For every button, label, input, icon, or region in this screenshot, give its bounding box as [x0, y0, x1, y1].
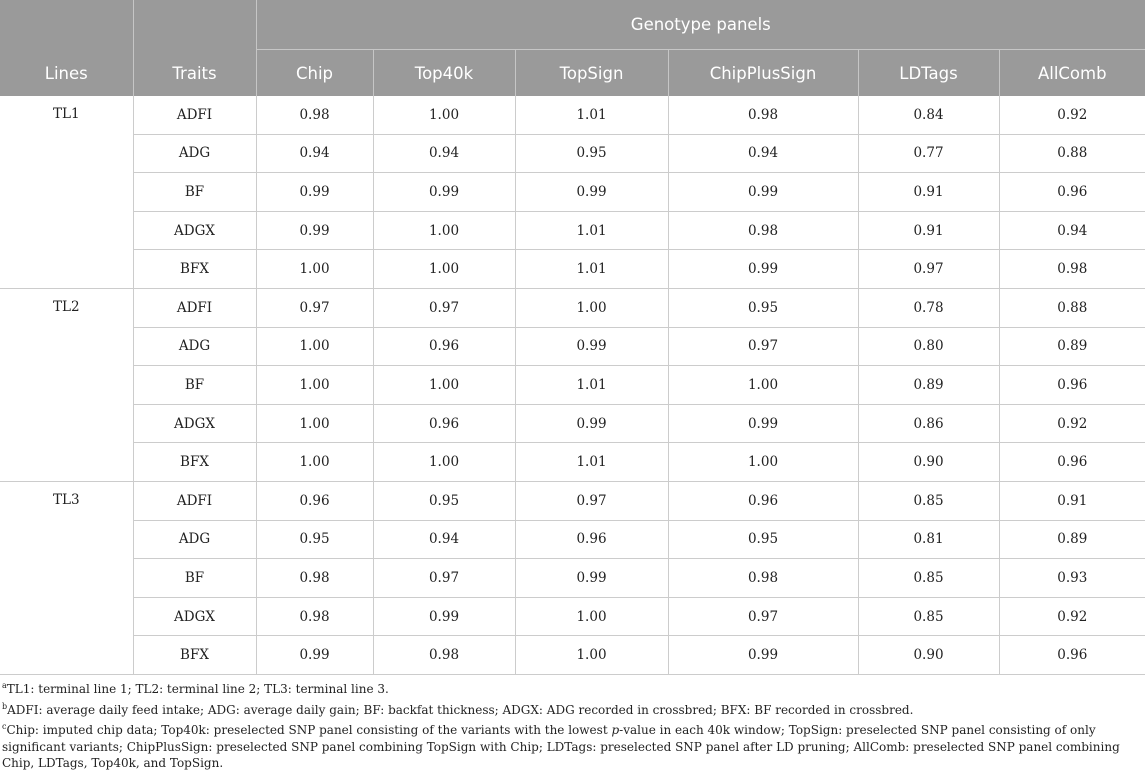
table-row [0, 404, 1145, 443]
panel-header-top40k: Top40k [373, 50, 515, 97]
value-cell-top40k: 1.00 [373, 96, 515, 134]
footnote-b [2, 702, 1140, 719]
footnote-text: TL1: terminal line 1; TL2: terminal line 2; TL3: terminal line 3. [6, 682, 389, 696]
footnote-text: ADFI: average daily feed intake; ADG: average daily gain; BF: backfat thickness; ADGX: ADG recorded in crossbred; BFX: BF recorded in crossbred. [7, 702, 914, 717]
value-cell-chip: 0.98 [256, 96, 373, 134]
value-cell-top40k: 0.99 [373, 597, 515, 636]
genotype-panels-group-header: Genotype panels [256, 0, 1145, 50]
value-cell-chip: 0.95 [256, 520, 373, 559]
line-cell: TL3 [0, 481, 133, 674]
trait-cell: ADG [133, 520, 256, 559]
value-cell-chipplussign: 1.00 [668, 443, 858, 482]
value-cell-chipplussign: 0.95 [668, 520, 858, 559]
value-cell-topsign: 1.00 [515, 597, 668, 636]
value-cell-chipplussign: 0.98 [668, 96, 858, 134]
value-cell-chipplussign: 0.97 [668, 597, 858, 636]
panel-header-topsign: TopSign [515, 50, 668, 97]
value-cell-topsign: 0.99 [515, 559, 668, 598]
value-cell-top40k: 0.97 [373, 559, 515, 598]
value-cell-topsign: 1.00 [515, 288, 668, 327]
trait-cell: BFX [133, 636, 256, 675]
value-cell-allcomb: 0.92 [999, 597, 1145, 636]
lines-header: Lines [0, 0, 133, 96]
value-cell-top40k: 0.95 [373, 481, 515, 520]
value-cell-chip: 0.98 [256, 559, 373, 598]
table-body [0, 96, 1145, 674]
value-cell-allcomb: 0.92 [999, 96, 1145, 134]
value-cell-top40k: 1.00 [373, 250, 515, 289]
value-cell-ldtags: 0.97 [858, 250, 999, 289]
value-cell-top40k: 1.00 [373, 211, 515, 250]
value-cell-chipplussign: 0.94 [668, 134, 858, 173]
value-cell-chip: 0.99 [256, 211, 373, 250]
value-cell-top40k: 0.96 [373, 404, 515, 443]
trait-cell: ADGX [133, 597, 256, 636]
value-cell-ldtags: 0.90 [858, 443, 999, 482]
trait-cell: BF [133, 173, 256, 212]
value-cell-top40k: 0.94 [373, 520, 515, 559]
value-cell-chipplussign: 0.96 [668, 481, 858, 520]
value-cell-top40k: 0.94 [373, 134, 515, 173]
panel-header-ldtags: LDTags [858, 50, 999, 97]
value-cell-allcomb: 0.96 [999, 173, 1145, 212]
line-cell: TL1 [0, 96, 133, 288]
table-row [0, 520, 1145, 559]
value-cell-topsign: 1.00 [515, 636, 668, 675]
value-cell-chip: 0.99 [256, 636, 373, 675]
line-cell: TL2 [0, 288, 133, 481]
value-cell-topsign: 1.01 [515, 96, 668, 134]
footnote-text: Chip: imputed chip data; Top40k: preselected SNP panel consisting of the variants with the lowest [6, 723, 612, 737]
table-row [0, 443, 1145, 482]
value-cell-ldtags: 0.86 [858, 404, 999, 443]
value-cell-allcomb: 0.89 [999, 520, 1145, 559]
value-cell-allcomb: 0.93 [999, 559, 1145, 598]
value-cell-chipplussign: 0.99 [668, 173, 858, 212]
value-cell-ldtags: 0.91 [858, 211, 999, 250]
table-row [0, 559, 1145, 598]
value-cell-chip: 0.97 [256, 288, 373, 327]
value-cell-chipplussign: 0.99 [668, 250, 858, 289]
value-cell-chip: 0.99 [256, 173, 373, 212]
value-cell-chip: 0.98 [256, 597, 373, 636]
value-cell-chipplussign: 0.99 [668, 404, 858, 443]
value-cell-ldtags: 0.85 [858, 481, 999, 520]
value-cell-allcomb: 0.96 [999, 366, 1145, 405]
table-row [0, 288, 1145, 327]
value-cell-allcomb: 0.98 [999, 250, 1145, 289]
table-row [0, 636, 1145, 675]
trait-cell: ADG [133, 134, 256, 173]
value-cell-chip: 1.00 [256, 327, 373, 366]
value-cell-ldtags: 0.78 [858, 288, 999, 327]
value-cell-ldtags: 0.89 [858, 366, 999, 405]
table-row [0, 134, 1145, 173]
value-cell-chipplussign: 0.95 [668, 288, 858, 327]
trait-cell: BF [133, 559, 256, 598]
value-cell-allcomb: 0.96 [999, 443, 1145, 482]
trait-cell: ADGX [133, 211, 256, 250]
trait-cell: BFX [133, 250, 256, 289]
value-cell-allcomb: 0.88 [999, 134, 1145, 173]
value-cell-ldtags: 0.80 [858, 327, 999, 366]
trait-cell: ADFI [133, 481, 256, 520]
value-cell-chip: 1.00 [256, 443, 373, 482]
table-row [0, 327, 1145, 366]
table-row [0, 597, 1145, 636]
panel-header-allcomb: AllComb [999, 50, 1145, 97]
value-cell-topsign: 1.01 [515, 443, 668, 482]
value-cell-ldtags: 0.85 [858, 597, 999, 636]
trait-cell: ADFI [133, 96, 256, 134]
footnote-a [2, 681, 1140, 698]
value-cell-topsign: 0.95 [515, 134, 668, 173]
value-cell-chipplussign: 1.00 [668, 366, 858, 405]
trait-cell: ADFI [133, 288, 256, 327]
footnote-c [2, 722, 1140, 772]
value-cell-ldtags: 0.91 [858, 173, 999, 212]
value-cell-allcomb: 0.89 [999, 327, 1145, 366]
value-cell-chip: 0.96 [256, 481, 373, 520]
value-cell-chipplussign: 0.97 [668, 327, 858, 366]
table-row [0, 481, 1145, 520]
value-cell-allcomb: 0.91 [999, 481, 1145, 520]
table-row [0, 250, 1145, 289]
table-row [0, 211, 1145, 250]
value-cell-topsign: 0.97 [515, 481, 668, 520]
value-cell-topsign: 0.99 [515, 404, 668, 443]
footnotes [2, 681, 1140, 776]
trait-cell: BF [133, 366, 256, 405]
value-cell-allcomb: 0.92 [999, 404, 1145, 443]
value-cell-topsign: 0.99 [515, 173, 668, 212]
value-cell-ldtags: 0.84 [858, 96, 999, 134]
value-cell-ldtags: 0.81 [858, 520, 999, 559]
value-cell-topsign: 1.01 [515, 211, 668, 250]
footnote-mark: a [2, 681, 7, 690]
table-row [0, 173, 1145, 212]
value-cell-ldtags: 0.90 [858, 636, 999, 675]
value-cell-allcomb: 0.88 [999, 288, 1145, 327]
trait-cell: BFX [133, 443, 256, 482]
footnote-text: -value in each 40k window; TopSign: preselected SNP panel consisting of only significant variants; ChipPlusSign: preselected SNP panel combining TopSign with Chip; LDTags: preselected SNP panel after LD pruning; AllComb: preselected SNP panel combining Chip, LDTags, Top40k, and TopSign. [2, 723, 1120, 770]
value-cell-top40k: 0.96 [373, 327, 515, 366]
footnote-mark: c [2, 722, 7, 731]
value-cell-chip: 1.00 [256, 404, 373, 443]
value-cell-top40k: 0.98 [373, 636, 515, 675]
value-cell-topsign: 1.01 [515, 250, 668, 289]
value-cell-ldtags: 0.85 [858, 559, 999, 598]
value-cell-top40k: 0.97 [373, 288, 515, 327]
value-cell-ldtags: 0.77 [858, 134, 999, 173]
value-cell-topsign: 1.01 [515, 366, 668, 405]
panel-header-chip: Chip [256, 50, 373, 97]
value-cell-top40k: 1.00 [373, 366, 515, 405]
value-cell-chipplussign: 0.98 [668, 559, 858, 598]
traits-header: Traits [133, 0, 256, 96]
table-header [0, 0, 1145, 96]
value-cell-top40k: 0.99 [373, 173, 515, 212]
table-row [0, 366, 1145, 405]
value-cell-topsign: 0.99 [515, 327, 668, 366]
value-cell-chip: 0.94 [256, 134, 373, 173]
trait-cell: ADG [133, 327, 256, 366]
value-cell-allcomb: 0.96 [999, 636, 1145, 675]
value-cell-chipplussign: 0.99 [668, 636, 858, 675]
value-cell-chip: 1.00 [256, 250, 373, 289]
footnote-italic-p: p [611, 723, 620, 737]
panel-header-chipplussign: ChipPlusSign [668, 50, 858, 97]
value-cell-chip: 1.00 [256, 366, 373, 405]
value-cell-chipplussign: 0.98 [668, 211, 858, 250]
value-cell-top40k: 1.00 [373, 443, 515, 482]
value-cell-topsign: 0.96 [515, 520, 668, 559]
trait-cell: ADGX [133, 404, 256, 443]
footnote-mark: b [2, 701, 8, 711]
table-row [0, 96, 1145, 134]
value-cell-allcomb: 0.94 [999, 211, 1145, 250]
